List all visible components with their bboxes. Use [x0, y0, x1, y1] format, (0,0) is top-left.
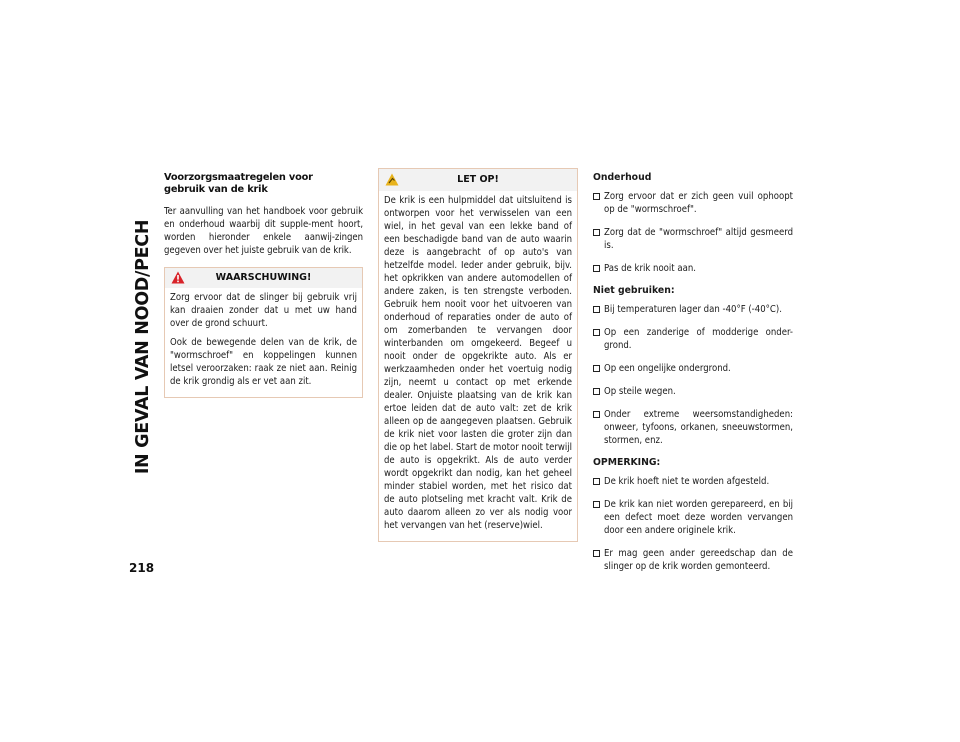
caution-header: [379, 169, 577, 191]
caution-box: [378, 168, 578, 542]
list-item: Op een ongelijke ondergrond.: [593, 362, 793, 375]
page-number: 218: [129, 561, 155, 575]
warning-paragraph: Zorg ervoor dat de slinger bij gebruik vrij kan draaien zonder dat u met uw hand over de grond schuurt.: [170, 292, 357, 329]
list-item: Zorg dat de "wormschroef" altijd gesmeerd is.: [593, 226, 793, 252]
intro-paragraph: Ter aanvulling van het handboek voor gebruik en onderhoud waarbij dit supple-ment hoort, worden hieronder enkele aanwij-zingen gegeven over het juiste gebruik van de krik.: [164, 206, 363, 256]
list-item: Op steile wegen.: [593, 385, 793, 398]
list-item: Bij temperaturen lager dan -40°F (-40°C).: [593, 303, 793, 316]
caution-triangle-icon: [385, 173, 399, 186]
section-heading: Voorzorgsmaatregelen voor gebruik van de krik: [164, 172, 313, 195]
warning-title: WAARSCHUWING!: [215, 272, 312, 283]
caution-title: LET OP!: [457, 174, 499, 185]
note-heading: OPMERKING:: [593, 457, 661, 468]
caution-paragraph: De krik is een hulpmiddel dat uitsluitend is ontworpen voor het verwisselen van een wiel, in het geval van een lekke band of een beschadigde band van de auto waarin deze is aangebracht of op auto's van hetzelfde model. Ieder ander gebruik, bijv. het opkrikken van andere automodellen of andere zaken, is ten strengste verboden. Gebruik hem nooit voor het uitvoeren van onderhoud of reparaties onder de auto of om zomerbanden te vervangen door winterbanden om omgekeerd. Begeef u nooit onder de opgekrikte auto. Als er werkzaamheden onder het voertuig nodig zijn, neemt u contact op met erkende dealer. Onjuiste plaatsing van de krik kan ertoe leiden dat de auto valt: zet de krik alleen op de aangegeven plaatsen. Gebruik de krik niet voor lasten die groter zijn dan die op het label. Start de motor nooit terwijl de auto is opgekrikt. Als de auto verder wordt opgekrikt dan nodig, kan het geheel minder stabiel worden, met het risico dat de auto plotseling met kracht valt. Krik de auto daarom alleen zo ver als nodig voor het vervangen van het (reserve)wiel.: [384, 195, 572, 531]
not-use-heading: Niet gebruiken:: [593, 285, 675, 296]
warning-triangle-icon: [171, 271, 185, 284]
list-item: Op een zanderige of modderige onder-grond.: [593, 326, 793, 352]
column-middle: [378, 168, 578, 542]
warning-header: [165, 268, 362, 288]
section-side-title: IN GEVAL VAN NOOD/PECH: [133, 219, 153, 475]
column-left: [164, 172, 363, 398]
list-item: De krik hoeft niet te worden afgesteld.: [593, 475, 793, 488]
list-item: Zorg ervoor dat er zich geen vuil ophoopt op de "wormschroef".: [593, 190, 793, 216]
not-use-list: [593, 303, 793, 447]
list-item: De krik kan niet worden gerepareerd, en bij een defect moet deze worden vervangen door een andere originele krik.: [593, 498, 793, 537]
note-list: [593, 475, 793, 573]
maintenance-heading: Onderhoud: [593, 172, 652, 183]
maintenance-list: [593, 190, 793, 275]
list-item: Onder extreme weersomstandigheden: onweer, tyfoons, orkanen, sneeuwstormen, stormen, enz.: [593, 408, 793, 447]
warning-paragraph: Ook de bewegende delen van de krik, de "wormschroef" en koppelingen kunnen letsel veroorzaken: raak ze niet aan. Reinig de krik grondig als er vet aan zit.: [170, 337, 357, 387]
list-item: Pas de krik nooit aan.: [593, 262, 793, 275]
warning-box: [164, 267, 363, 398]
list-item: Er mag geen ander gereedschap dan de slinger op de krik worden gemonteerd.: [593, 547, 793, 573]
column-right: [593, 172, 793, 583]
